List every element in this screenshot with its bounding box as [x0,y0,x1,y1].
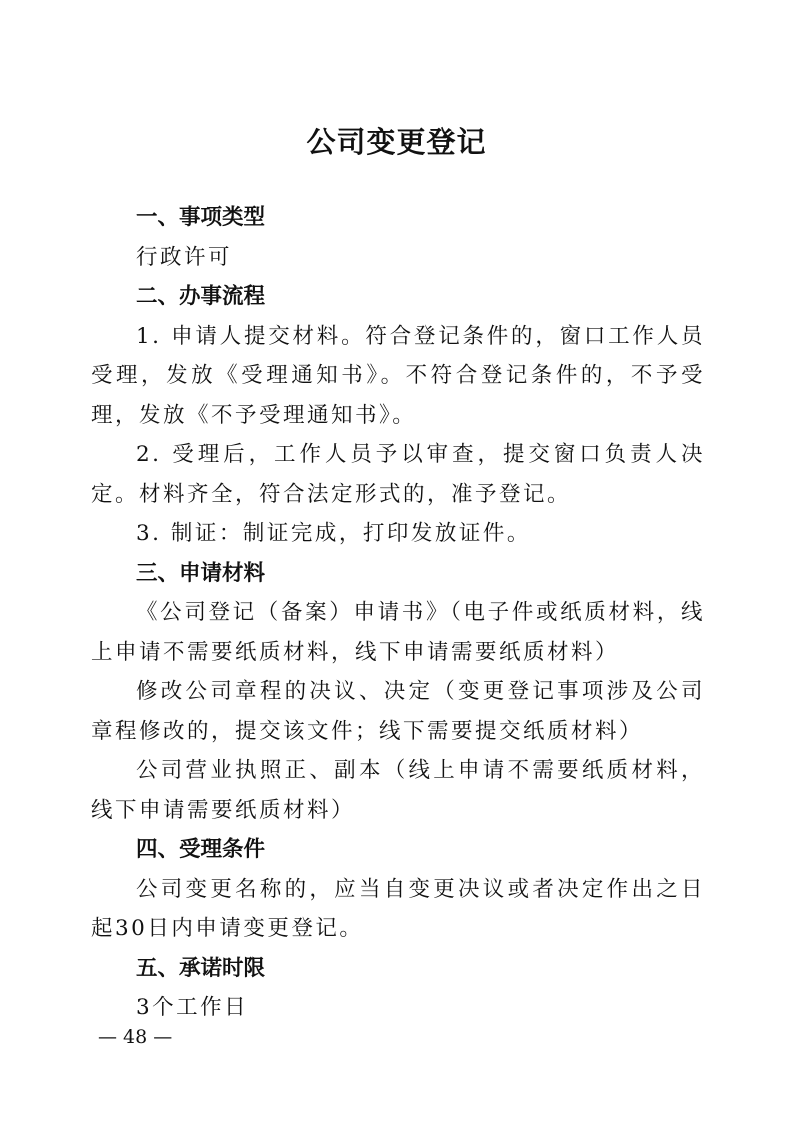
section-paragraph: 公司变更名称的，应当自变更决议或者决定作出之日起30日内申请变更登记。 [91,876,705,941]
section-paragraph: 2. 受理后，工作人员予以审查，提交窗口负责人决定。材料齐全，符合法定形式的，准予登记。 [91,442,705,507]
section-paragraph: 公司营业执照正、副本（线上申请不需要纸质材料，线下申请需要纸质材料） [91,758,705,823]
section-heading-process: 二、办事流程 [136,284,266,309]
document-title: 公司变更登记 [306,125,487,159]
section-paragraph: 1. 申请人提交材料。符合登记条件的，窗口工作人员受理，发放《受理通知书》。不符合登记条件的，不予受理，发放《不予受理通知书》。 [91,323,705,428]
section-paragraph: 修改公司章程的决议、决定（变更登记事项涉及公司章程修改的，提交该文件；线下需要提交纸质材料） [91,679,705,744]
section-paragraph: 行政许可 [136,244,233,270]
section-heading-conditions: 四、受理条件 [136,837,266,862]
section-paragraph: 3个工作日 [136,995,249,1020]
page-number: — 48 — [98,1026,173,1048]
section-heading-materials: 三、申请材料 [136,560,266,586]
section-heading-type: 一、事项类型 [136,205,266,230]
section-paragraph: 《公司登记（备案）申请书》（电子件或纸质材料，线上申请不需要纸质材料，线下申请需要纸质材料） [91,600,705,665]
section-paragraph: 3. 制证：制证完成，打印发放证件。 [136,521,531,546]
section-heading-time-limit: 五、承诺时限 [136,955,266,981]
document-body [91,198,705,1028]
